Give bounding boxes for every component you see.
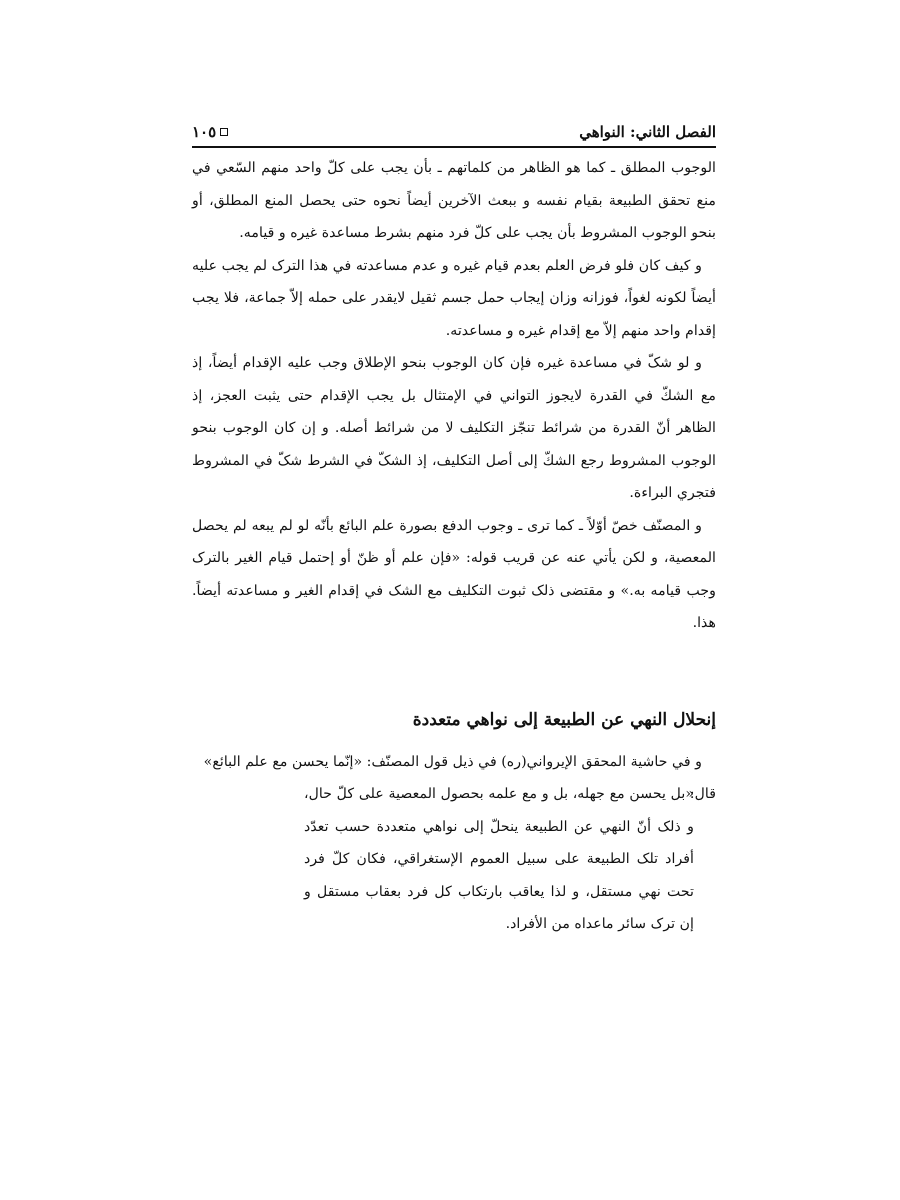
quote-text: «بل يحسن مع جهله، بل و مع علمه بحصول المعصية على كلّ حال، و ذلک أنّ النهي عن الطبيعة ينحلّ إلى نواهي متعددة حسب تعدّد أفراد تلک الطبيعة على سبيل العموم الإستغراقي، فكان كلّ فرد تحت نهي مستقل، و لذا يعاقب بارتكاب كل فرد بعقاب مستقل و إن ترک سائر ماعداه من الأفراد.: [304, 786, 694, 932]
block-quote: [304, 778, 694, 941]
page-number: ١٠٥: [192, 123, 217, 141]
header-divider: [192, 146, 716, 148]
square-ornament-icon: [220, 128, 228, 136]
page-number-group: [192, 123, 228, 144]
paragraph-4: و المصنّف خصّ أوّلاً ـ كما ترى ـ وجوب الدفع بصورة علم البائع بأنّه لو لم يبعه لم يحصل المعصية، و لكن يأتي عنه عن قريب قوله: «فإن علم أو ظنّ أو إحتمل قيام الغير بالترک وجب قيامه به.» و مقتضى ذلک ثبوت التكليف مع الشک في إقدام الغير و مساعدته أيضاً. هذا.: [192, 517, 716, 631]
paragraph-3: و لو شکّ في مساعدة غيره فإن كان الوجوب بنحو الإطلاق وجب عليه الإقدام أيضاً، إذ مع الشكّ في القدرة لايجوز التواني في الإمتثال بل يجب الإقدام حتى يثبت العجز، إذ الظاهر أنّ القدرة من شرائط تنجّز التكليف لا من شرائط أصله. و إن كان الوجوب بنحو الوجوب المشروط رجع الشكّ إلى أصل التكليف، إذ الشکّ في الشرط شکّ في المشروط فتجري البراءة.: [192, 355, 716, 501]
main-text: [192, 152, 716, 640]
paragraph-1: الوجوب المطلق ـ كما هو الظاهر من كلماتهم ـ بأن يجب على كلّ واحد منهم السّعي في منع تحقق الطبيعة بقيام نفسه و ببعث الآخرين أيضاً نحوه حتى يحصل المنع المطلق، أو بنحو الوجوب المشروط بأن يجب على كلّ فرد منهم بشرط مساعدة غيره و قيامه.: [192, 160, 716, 241]
running-head: [192, 104, 716, 144]
chapter-title: الفصل الثاني: النواهي: [579, 123, 716, 141]
section-heading: إنحلال النهي عن الطبيعة إلى نواهي متعددة: [412, 710, 716, 730]
paragraph-2: و كيف كان فلو فرض العلم بعدم قيام غيره و عدم مساعدته في هذا الترک لم يجب عليه أيضاً لكونه لغواً، فوزانه وزان إيجاب حمل جسم ثقيل لايقدر على حمله إلاّ جماعة، فلا يجب إقدام واحد منهم إلاّ مع إقدام غيره و مساعدته.: [192, 257, 716, 339]
quote-intro: و في حاشية المحقق الإيرواني(ره) في ذيل قول المصنّف: «إنّما يحسن مع علم البائع» قال:: [203, 754, 716, 802]
